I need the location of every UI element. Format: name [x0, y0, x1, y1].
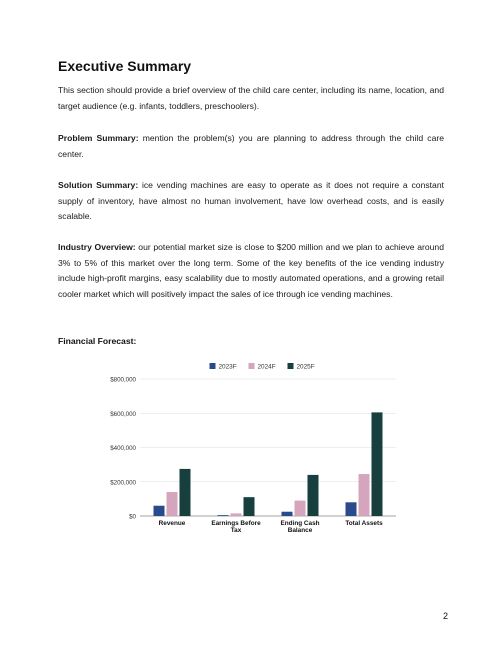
y-tick-label: $600,000 — [110, 410, 136, 418]
x-tick-label-line: Tax — [230, 527, 242, 534]
bar-2025f-0 — [180, 469, 191, 516]
intro-paragraph: This section should provide a brief overview of the child care center, including its name, location, and target audience (e.g. infants, toddlers, preschoolers). — [58, 85, 444, 111]
solution-summary-label: Solution Summary: — [58, 180, 139, 190]
bar-2024f-3 — [359, 474, 370, 516]
page-title: Executive Summary — [58, 58, 192, 74]
industry-overview-label: Industry Overview: — [58, 242, 136, 252]
legend-label: 2023F — [218, 363, 237, 371]
bar-2023f-1 — [218, 515, 229, 516]
problem-summary — [58, 131, 444, 162]
bar-2024f-0 — [167, 492, 178, 516]
financial-forecast-chart — [58, 354, 438, 544]
legend-label: 2024F — [257, 363, 276, 371]
bar-2023f-0 — [154, 506, 165, 516]
x-tick-label-line: Balance — [287, 527, 313, 534]
bar-2023f-3 — [346, 502, 357, 516]
bar-2023f-2 — [282, 512, 293, 516]
x-tick-label-line: Revenue — [158, 520, 186, 527]
y-tick-label: $200,000 — [110, 479, 136, 487]
industry-overview-text: our potential market size is close to $200 million and we plan to achieve around 3% to 5% of this market over the long term. Some of the key benefits of the ice vending industry include high-profit margins, easy scalability due to mostly automated operations, and a growing retail cooler market which will positively impact the sales of ice through ice vending machines. — [58, 242, 444, 299]
bar-2025f-2 — [308, 475, 319, 516]
legend-swatch — [288, 363, 294, 369]
problem-summary-text: mention the problem(s) you are planning to address through the child care center. — [58, 133, 444, 159]
bar-2024f-2 — [295, 501, 306, 516]
x-tick-label — [211, 520, 261, 534]
legend-label: 2025F — [296, 363, 315, 371]
x-tick-label — [345, 520, 383, 527]
bar-2024f-1 — [231, 513, 242, 516]
x-tick-label-line: Total Assets — [345, 520, 383, 527]
bar-2025f-3 — [372, 412, 383, 516]
x-tick-label-line: Ending Cash — [280, 520, 320, 527]
y-tick-label: $0 — [129, 513, 136, 521]
problem-summary-label: Problem Summary: — [58, 133, 139, 143]
bar-2025f-1 — [244, 497, 255, 516]
y-tick-label: $400,000 — [110, 445, 136, 452]
legend-swatch — [210, 363, 216, 369]
page-number: 2 — [442, 611, 448, 621]
x-tick-label-line: Earnings Before — [211, 520, 261, 527]
y-tick-label: $800,000 — [110, 376, 136, 384]
x-tick-label — [159, 520, 186, 527]
solution-summary-text: ice vending machines are easy to operate as it does not require a constant supply of inventory, have almost no human involvement, have low overhead costs, and is easily scalable. — [58, 180, 444, 221]
x-tick-label — [280, 520, 319, 534]
solution-summary — [58, 178, 444, 225]
legend-swatch — [249, 363, 255, 369]
industry-overview — [58, 240, 444, 302]
financial-forecast-label: Financial Forecast: — [58, 336, 137, 346]
